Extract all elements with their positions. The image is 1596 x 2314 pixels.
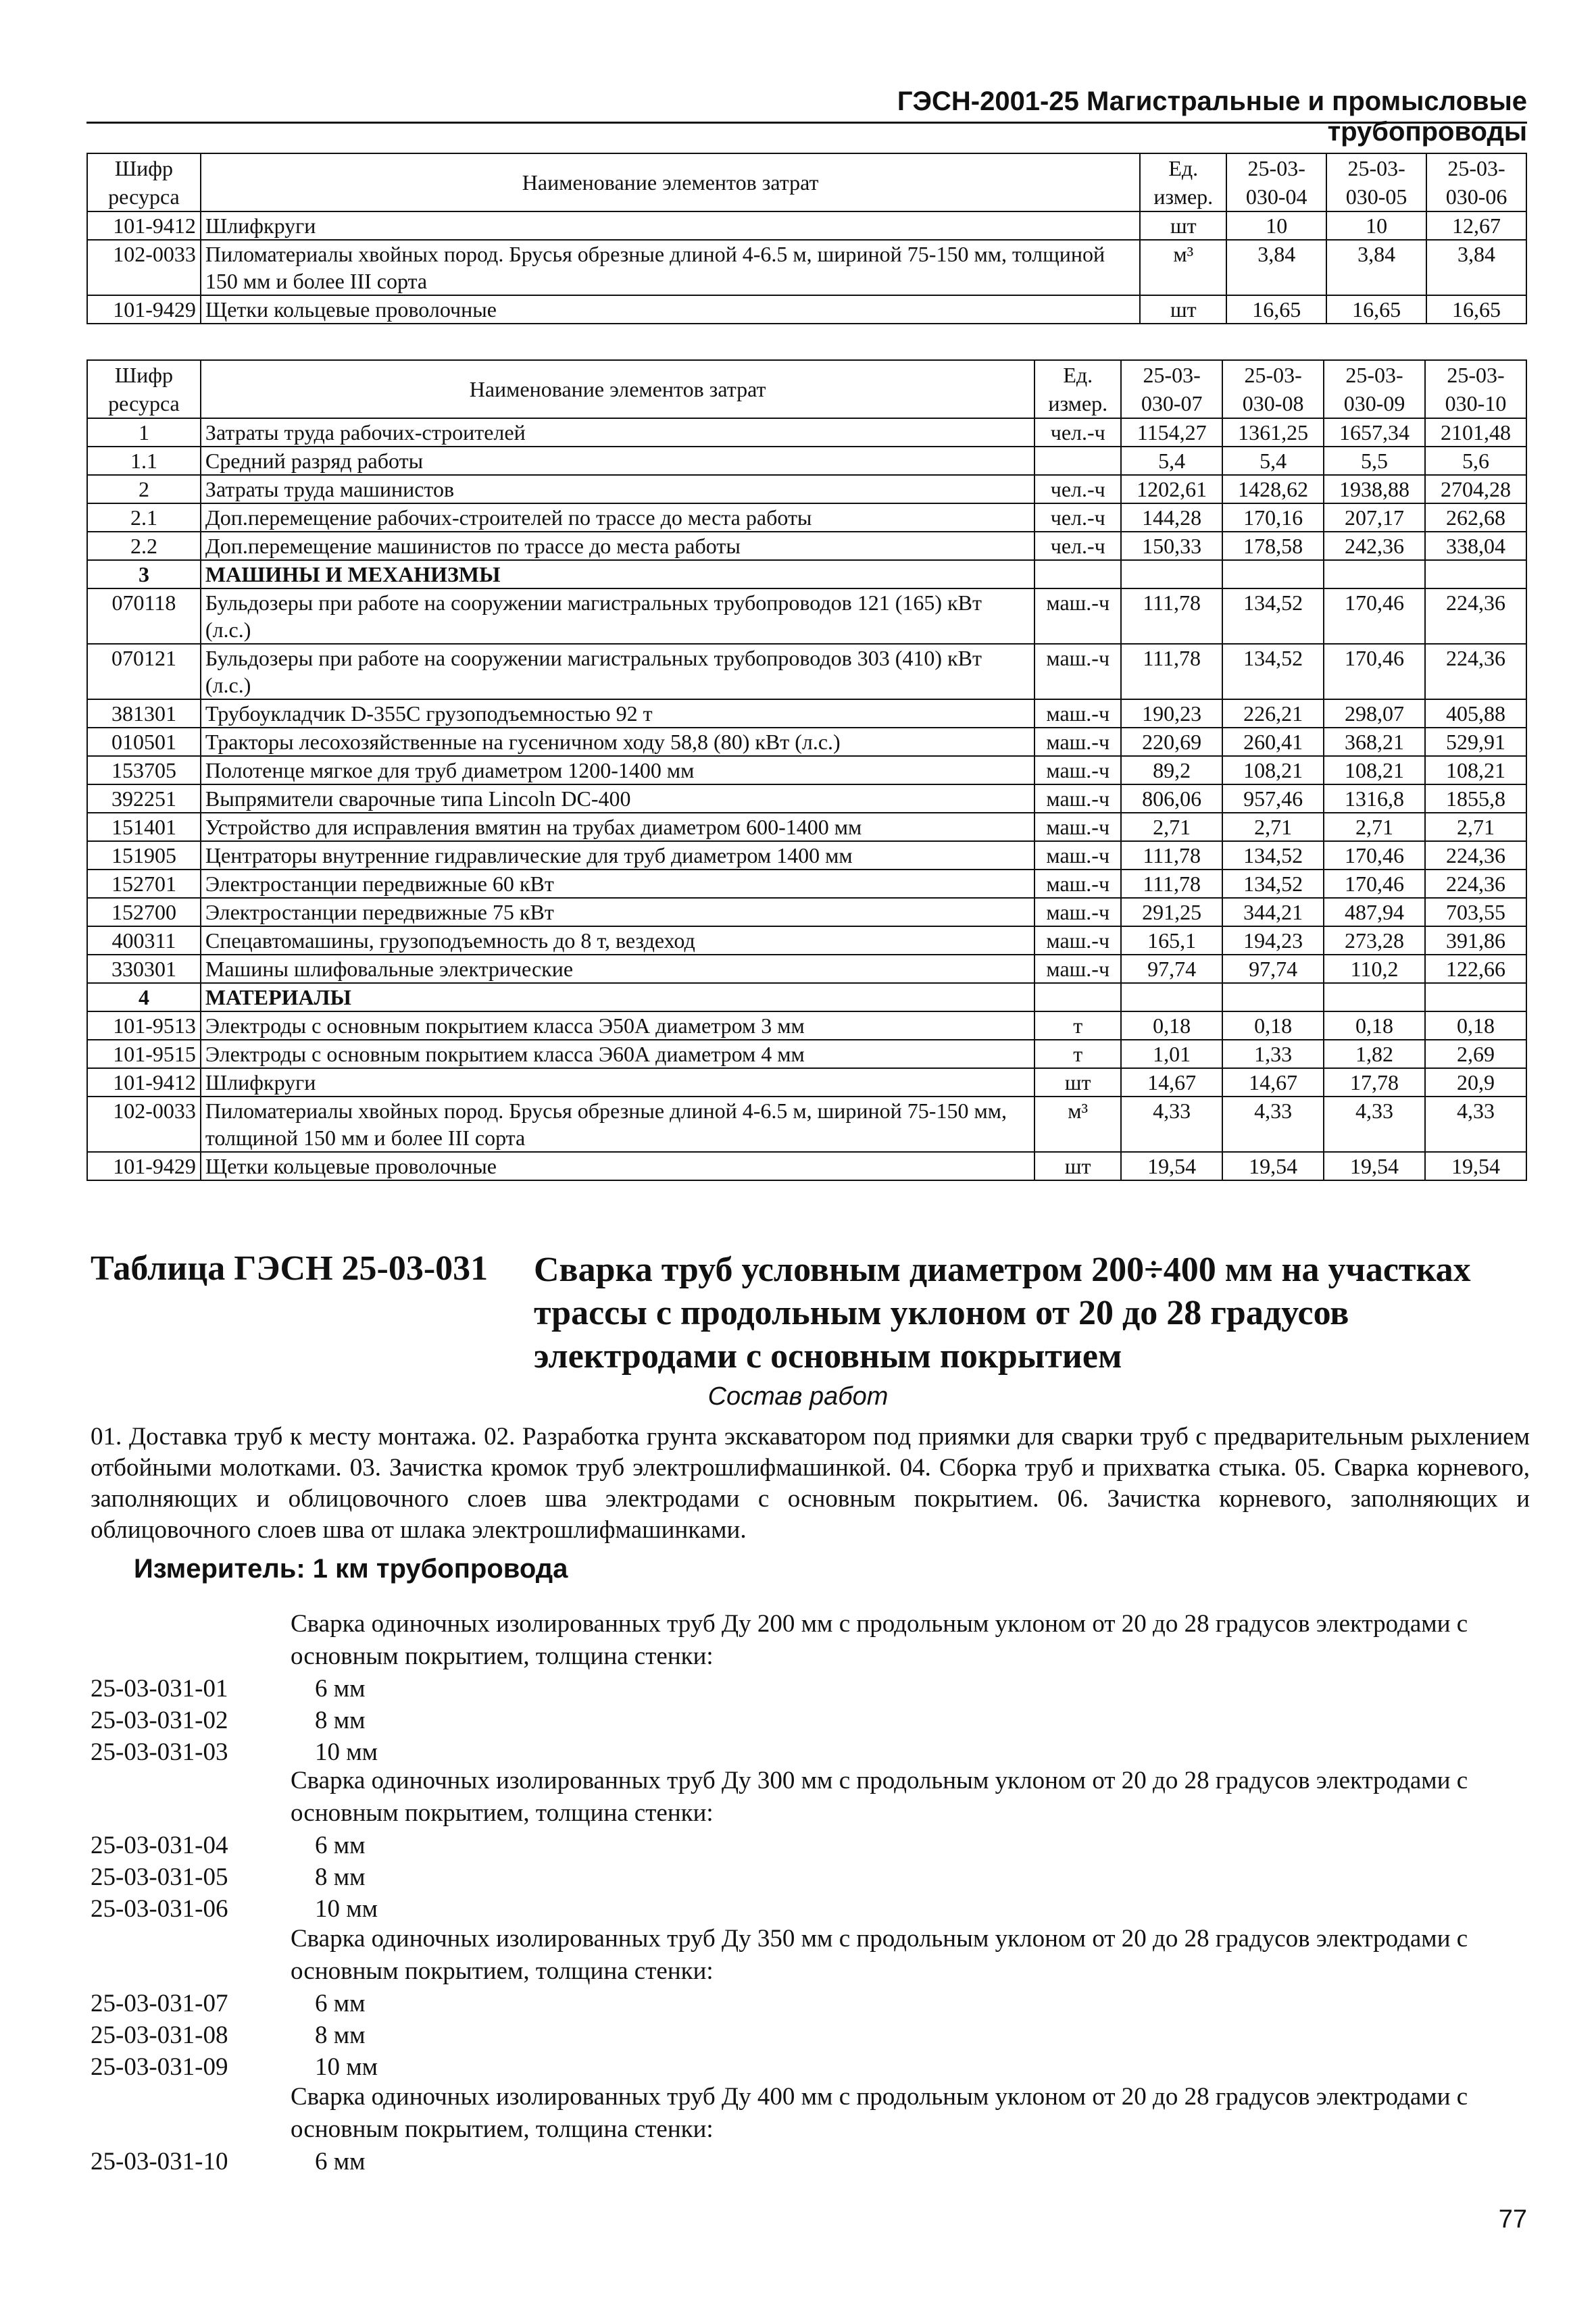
unit-cell: маш.-ч [1034, 644, 1121, 699]
value-cell: 10 [1226, 211, 1326, 240]
unit-cell [1034, 983, 1121, 1011]
header-cell: 25-03-030-10 [1425, 360, 1526, 418]
value-cell: 1,33 [1222, 1040, 1324, 1068]
value-cell: 1361,25 [1222, 418, 1324, 447]
resource-code-cell: 1.1 [87, 447, 201, 475]
resource-code-cell: 102-0033 [87, 1097, 201, 1152]
table-row [87, 211, 1526, 240]
header-cell: Наименование элементов затрат [201, 153, 1140, 211]
unit-cell: маш.-ч [1034, 955, 1121, 983]
resource-name-cell: Шлифкруги [201, 211, 1140, 240]
table-row [87, 295, 1526, 324]
value-cell: 10 [1326, 211, 1426, 240]
resource-name-cell: Полотенце мягкое для труб диаметром 1200-1400 мм [201, 756, 1034, 784]
norm-group-title: Сварка одиночных изолированных труб Ду 200 мм с продольным уклоном от 20 до 28 градусов электродами с основным покрытием, толщина стенки: [291, 1610, 1468, 1670]
value-cell: 19,54 [1222, 1152, 1324, 1180]
table-row [87, 418, 1526, 447]
norm-group-title: Сварка одиночных изолированных труб Ду 300 мм с продольным уклоном от 20 до 28 градусов электродами с основным покрытием, толщина стенки: [291, 1767, 1468, 1827]
unit-cell [1034, 560, 1121, 588]
value-cell: 190,23 [1121, 699, 1222, 728]
resource-name-cell: Электроды с основным покрытием класса Э50А диаметром 3 мм [201, 1011, 1034, 1040]
value-cell: 224,36 [1425, 870, 1526, 898]
value-cell: 111,78 [1121, 588, 1222, 644]
value-cell: 4,33 [1121, 1097, 1222, 1152]
value-cell: 2101,48 [1425, 418, 1526, 447]
unit-cell: маш.-ч [1034, 926, 1121, 955]
resource-code-cell: 101-9515 [87, 1040, 201, 1068]
resource-name-cell: Машины шлифовальные электрические [201, 955, 1034, 983]
resource-code-cell: 2.1 [87, 503, 201, 532]
value-cell: 1,01 [1121, 1040, 1222, 1068]
unit-cell: маш.-ч [1034, 870, 1121, 898]
unit-cell: шт [1034, 1068, 1121, 1097]
value-cell: 344,21 [1222, 898, 1324, 926]
table-header-row [87, 360, 1526, 418]
value-cell [1222, 983, 1324, 1011]
value-cell: 19,54 [1425, 1152, 1526, 1180]
resource-name-cell: Тракторы лесохозяйственные на гусеничном ходу 58,8 (80) кВт (л.с.) [201, 728, 1034, 756]
value-cell: 338,04 [1425, 532, 1526, 560]
resource-name-cell: Бульдозеры при работе на сооружении магистральных трубопроводов 303 (410) кВт (л.с.) [201, 644, 1034, 699]
value-cell: 224,36 [1425, 841, 1526, 870]
value-cell: 1657,34 [1324, 418, 1425, 447]
wall-thickness: 6 мм [315, 1675, 366, 1703]
value-cell: 134,52 [1222, 644, 1324, 699]
composition-text: 01. Доставка труб к месту монтажа. 02. Разработка грунта экскаватором под приямки для сварки труб с предварительным рыхлением отбойными молотками. 03. Зачистка кромок труб электрошлифмашинкой. 04. Сборка труб и прихватка стыка. 05. Сварка корневого, заполняющих и облицовочного слоев шва электродами с основным покрытием. 06. Зачистка корневого, заполняющих и облицовочного слоев шва от шлака электрошлифмашинками. [91, 1423, 1530, 1544]
header-cell: 25-03-030-09 [1324, 360, 1425, 418]
resource-code-cell: 151905 [87, 841, 201, 870]
value-cell: 14,67 [1222, 1068, 1324, 1097]
table-row [87, 983, 1526, 1011]
value-cell [1324, 560, 1425, 588]
resource-code-cell: 101-9429 [87, 295, 201, 324]
measure-unit: Измеритель: 1 км трубопровода [134, 1554, 568, 1584]
unit-cell: маш.-ч [1034, 588, 1121, 644]
norm-code: 25-03-031-08 [91, 2021, 228, 2049]
value-cell: 368,21 [1324, 728, 1425, 756]
resource-code-cell: 070121 [87, 644, 201, 699]
wall-thickness: 8 мм [315, 1863, 366, 1891]
table-row [87, 699, 1526, 728]
wall-thickness: 8 мм [315, 1707, 366, 1734]
resource-code-cell: 152701 [87, 870, 201, 898]
value-cell: 298,07 [1324, 699, 1425, 728]
norm-code: 25-03-031-04 [91, 1832, 228, 1859]
resource-name-cell: Электроды с основным покрытием класса Э60А диаметром 4 мм [201, 1040, 1034, 1068]
table-row [87, 813, 1526, 841]
value-cell: 14,67 [1121, 1068, 1222, 1097]
value-cell: 0,18 [1121, 1011, 1222, 1040]
value-cell: 20,9 [1425, 1068, 1526, 1097]
resource-name-cell: Трубоукладчик D-355C грузоподъемностью 92 т [201, 699, 1034, 728]
table-row [87, 240, 1526, 295]
resource-code-cell: 010501 [87, 728, 201, 756]
table-row [87, 1097, 1526, 1152]
value-cell: 134,52 [1222, 841, 1324, 870]
resource-name-cell: Шлифкруги [201, 1068, 1034, 1097]
unit-cell: чел.-ч [1034, 418, 1121, 447]
table-row [87, 1068, 1526, 1097]
table-label: Таблица ГЭСН 25-03-031 [91, 1249, 489, 1288]
value-cell: 1,82 [1324, 1040, 1425, 1068]
value-cell: 2,71 [1324, 813, 1425, 841]
resource-name-cell: Спецавтомашины, грузоподъемность до 8 т, вездеход [201, 926, 1034, 955]
resource-code-cell: 101-9429 [87, 1152, 201, 1180]
header-cell: 25-03-030-04 [1226, 153, 1326, 211]
resource-name-cell: Доп.перемещение рабочих-строителей по трассе до места работы [201, 503, 1034, 532]
unit-cell: чел.-ч [1034, 503, 1121, 532]
resource-code-cell: 1 [87, 418, 201, 447]
table-row [87, 560, 1526, 588]
value-cell: 144,28 [1121, 503, 1222, 532]
value-cell: 2,69 [1425, 1040, 1526, 1068]
table-row [87, 756, 1526, 784]
value-cell: 108,21 [1425, 756, 1526, 784]
table-row [87, 870, 1526, 898]
resource-code-cell: 101-9513 [87, 1011, 201, 1040]
table-row [87, 532, 1526, 560]
table-title: Сварка труб условным диаметром 200÷400 мм на участках трассы с продольным уклоном от 20 до 28 градусов электродами с основным покрытием [534, 1251, 1471, 1376]
resource-code-cell: 2.2 [87, 532, 201, 560]
unit-cell: маш.-ч [1034, 756, 1121, 784]
norm-code: 25-03-031-05 [91, 1863, 228, 1891]
value-cell: 97,74 [1222, 955, 1324, 983]
value-cell: 391,86 [1425, 926, 1526, 955]
resource-code-cell: 102-0033 [87, 240, 201, 295]
resource-code-cell: 101-9412 [87, 211, 201, 240]
running-title: ГЭСН-2001-25 Магистральные и промысловые трубопроводы [897, 86, 1527, 147]
norm-group-title: Сварка одиночных изолированных труб Ду 400 мм с продольным уклоном от 20 до 28 градусов электродами с основным покрытием, толщина стенки: [291, 2083, 1468, 2143]
value-cell: 108,21 [1324, 756, 1425, 784]
table-row [87, 841, 1526, 870]
value-cell: 134,52 [1222, 588, 1324, 644]
table-row [87, 955, 1526, 983]
table-row [87, 447, 1526, 475]
resource-name-cell: Щетки кольцевые проволочные [201, 295, 1140, 324]
header-cell: Наименование элементов затрат [201, 360, 1034, 418]
resource-code-cell: 400311 [87, 926, 201, 955]
value-cell: 2,71 [1425, 813, 1526, 841]
table-row [87, 1152, 1526, 1180]
value-cell: 957,46 [1222, 784, 1324, 813]
resource-name-cell: Затраты труда рабочих-строителей [201, 418, 1034, 447]
value-cell: 4,33 [1222, 1097, 1324, 1152]
norm-code: 25-03-031-07 [91, 1990, 228, 2017]
norm-code: 25-03-031-09 [91, 2053, 228, 2081]
resource-code-cell: 152700 [87, 898, 201, 926]
value-cell: 19,54 [1121, 1152, 1222, 1180]
wall-thickness: 6 мм [315, 1990, 366, 2017]
value-cell: 1428,62 [1222, 475, 1324, 503]
resource-name-cell: Щетки кольцевые проволочные [201, 1152, 1034, 1180]
value-cell: 703,55 [1425, 898, 1526, 926]
wall-thickness: 6 мм [315, 2148, 366, 2175]
value-cell: 97,74 [1121, 955, 1222, 983]
value-cell: 12,67 [1426, 211, 1526, 240]
value-cell: 16,65 [1426, 295, 1526, 324]
value-cell: 0,18 [1222, 1011, 1324, 1040]
value-cell: 108,21 [1222, 756, 1324, 784]
unit-cell: шт [1140, 211, 1226, 240]
value-cell [1425, 983, 1526, 1011]
value-cell: 2704,28 [1425, 475, 1526, 503]
unit-cell: маш.-ч [1034, 813, 1121, 841]
value-cell: 405,88 [1425, 699, 1526, 728]
value-cell [1425, 560, 1526, 588]
value-cell: 178,58 [1222, 532, 1324, 560]
value-cell: 17,78 [1324, 1068, 1425, 1097]
value-cell: 19,54 [1324, 1152, 1425, 1180]
table-row [87, 588, 1526, 644]
resource-code-cell: 101-9412 [87, 1068, 201, 1097]
value-cell: 4,33 [1324, 1097, 1425, 1152]
value-cell: 220,69 [1121, 728, 1222, 756]
table-row [87, 898, 1526, 926]
value-cell: 122,66 [1425, 955, 1526, 983]
resource-name-cell: Центраторы внутренние гидравлические для труб диаметром 1400 мм [201, 841, 1034, 870]
table-row [87, 728, 1526, 756]
norm-code: 25-03-031-10 [91, 2148, 228, 2175]
resource-code-cell: 392251 [87, 784, 201, 813]
value-cell: 1938,88 [1324, 475, 1425, 503]
table-row [87, 644, 1526, 699]
value-cell [1324, 983, 1425, 1011]
table-row [87, 784, 1526, 813]
value-cell: 89,2 [1121, 756, 1222, 784]
value-cell: 262,68 [1425, 503, 1526, 532]
resource-code-cell: 381301 [87, 699, 201, 728]
resource-code-cell: 2 [87, 475, 201, 503]
resource-code-cell: 153705 [87, 756, 201, 784]
unit-cell: маш.-ч [1034, 898, 1121, 926]
value-cell: 260,41 [1222, 728, 1324, 756]
value-cell: 806,06 [1121, 784, 1222, 813]
unit-cell: маш.-ч [1034, 841, 1121, 870]
norm-code: 25-03-031-06 [91, 1895, 228, 1923]
resource-code-cell: 3 [87, 560, 201, 588]
value-cell: 0,18 [1324, 1011, 1425, 1040]
value-cell: 111,78 [1121, 841, 1222, 870]
value-cell: 1316,8 [1324, 784, 1425, 813]
table-header-row [87, 153, 1526, 211]
composition-heading: Состав работ [707, 1382, 889, 1411]
header-cell: 25-03-030-07 [1121, 360, 1222, 418]
resource-name-cell: Электростанции передвижные 75 кВт [201, 898, 1034, 926]
unit-cell: маш.-ч [1034, 784, 1121, 813]
table-row [87, 503, 1526, 532]
resource-name-cell: МАТЕРИАЛЫ [201, 983, 1034, 1011]
value-cell [1121, 983, 1222, 1011]
value-cell: 2,71 [1121, 813, 1222, 841]
unit-cell: шт [1140, 295, 1226, 324]
value-cell: 5,5 [1324, 447, 1425, 475]
header-rule [86, 122, 1527, 124]
value-cell: 194,23 [1222, 926, 1324, 955]
unit-cell: т [1034, 1011, 1121, 1040]
header-cell: Шифр ресурса [87, 153, 201, 211]
value-cell: 5,4 [1121, 447, 1222, 475]
header-cell: Ед. измер. [1034, 360, 1121, 418]
value-cell: 226,21 [1222, 699, 1324, 728]
value-cell: 134,52 [1222, 870, 1324, 898]
resource-name-cell: Выпрямители сварочные типа Lincoln DC-400 [201, 784, 1034, 813]
value-cell: 150,33 [1121, 532, 1222, 560]
value-cell: 4,33 [1425, 1097, 1526, 1152]
page-number: 77 [1498, 2205, 1527, 2234]
resource-table-030-04-06 [86, 153, 1527, 324]
resource-name-cell: Затраты труда машинистов [201, 475, 1034, 503]
value-cell: 2,71 [1222, 813, 1324, 841]
value-cell: 529,91 [1425, 728, 1526, 756]
value-cell: 207,17 [1324, 503, 1425, 532]
value-cell: 5,4 [1222, 447, 1324, 475]
value-cell [1121, 560, 1222, 588]
value-cell: 242,36 [1324, 532, 1425, 560]
table-row [87, 926, 1526, 955]
wall-thickness: 10 мм [315, 1895, 378, 1923]
value-cell: 3,84 [1326, 240, 1426, 295]
value-cell: 170,46 [1324, 841, 1425, 870]
unit-cell [1034, 447, 1121, 475]
value-cell: 1855,8 [1425, 784, 1526, 813]
header-cell: Ед. измер. [1140, 153, 1226, 211]
header-cell: Шифр ресурса [87, 360, 201, 418]
unit-cell: м³ [1034, 1097, 1121, 1152]
resource-code-cell: 4 [87, 983, 201, 1011]
value-cell [1222, 560, 1324, 588]
wall-thickness: 6 мм [315, 1832, 366, 1859]
value-cell: 170,16 [1222, 503, 1324, 532]
resource-code-cell: 151401 [87, 813, 201, 841]
value-cell: 273,28 [1324, 926, 1425, 955]
header-cell: 25-03-030-05 [1326, 153, 1426, 211]
resource-name-cell: Устройство для исправления вмятин на трубах диаметром 600-1400 мм [201, 813, 1034, 841]
unit-cell: т [1034, 1040, 1121, 1068]
value-cell: 170,46 [1324, 644, 1425, 699]
value-cell: 487,94 [1324, 898, 1425, 926]
value-cell: 111,78 [1121, 870, 1222, 898]
value-cell: 16,65 [1326, 295, 1426, 324]
resource-table-030-07-10 [86, 359, 1527, 1181]
value-cell: 170,46 [1324, 588, 1425, 644]
unit-cell: чел.-ч [1034, 532, 1121, 560]
resource-code-cell: 330301 [87, 955, 201, 983]
resource-name-cell: МАШИНЫ И МЕХАНИЗМЫ [201, 560, 1034, 588]
resource-name-cell: Бульдозеры при работе на сооружении магистральных трубопроводов 121 (165) кВт (л.с.) [201, 588, 1034, 644]
value-cell: 170,46 [1324, 870, 1425, 898]
norm-code: 25-03-031-01 [91, 1675, 228, 1703]
unit-cell: маш.-ч [1034, 728, 1121, 756]
resource-name-cell: Пиломатериалы хвойных пород. Брусья обрезные длиной 4-6.5 м, шириной 75-150 мм, толщиной 150 мм и более III сорта [201, 1097, 1034, 1152]
value-cell: 165,1 [1121, 926, 1222, 955]
value-cell: 1154,27 [1121, 418, 1222, 447]
value-cell: 224,36 [1425, 588, 1526, 644]
unit-cell: м³ [1140, 240, 1226, 295]
value-cell: 224,36 [1425, 644, 1526, 699]
value-cell: 5,6 [1425, 447, 1526, 475]
value-cell: 110,2 [1324, 955, 1425, 983]
norm-group-title: Сварка одиночных изолированных труб Ду 350 мм с продольным уклоном от 20 до 28 градусов электродами с основным покрытием, толщина стенки: [291, 1925, 1468, 1985]
table-row [87, 475, 1526, 503]
table-row [87, 1040, 1526, 1068]
unit-cell: шт [1034, 1152, 1121, 1180]
unit-cell: маш.-ч [1034, 699, 1121, 728]
header-cell: 25-03-030-06 [1426, 153, 1526, 211]
unit-cell: чел.-ч [1034, 475, 1121, 503]
resource-name-cell: Пиломатериалы хвойных пород. Брусья обрезные длиной 4-6.5 м, шириной 75-150 мм, толщиной 150 мм и более III сорта [201, 240, 1140, 295]
wall-thickness: 8 мм [315, 2021, 366, 2049]
header-cell: 25-03-030-08 [1222, 360, 1324, 418]
resource-name-cell: Доп.перемещение машинистов по трассе до места работы [201, 532, 1034, 560]
wall-thickness: 10 мм [315, 2053, 378, 2081]
value-cell: 3,84 [1426, 240, 1526, 295]
value-cell: 291,25 [1121, 898, 1222, 926]
value-cell: 1202,61 [1121, 475, 1222, 503]
value-cell: 0,18 [1425, 1011, 1526, 1040]
norm-code: 25-03-031-02 [91, 1707, 228, 1734]
table-row [87, 1011, 1526, 1040]
resource-name-cell: Средний разряд работы [201, 447, 1034, 475]
norm-code: 25-03-031-03 [91, 1738, 228, 1766]
value-cell: 111,78 [1121, 644, 1222, 699]
resource-name-cell: Электростанции передвижные 60 кВт [201, 870, 1034, 898]
wall-thickness: 10 мм [315, 1738, 378, 1766]
value-cell: 16,65 [1226, 295, 1326, 324]
resource-code-cell: 070118 [87, 588, 201, 644]
value-cell: 3,84 [1226, 240, 1326, 295]
